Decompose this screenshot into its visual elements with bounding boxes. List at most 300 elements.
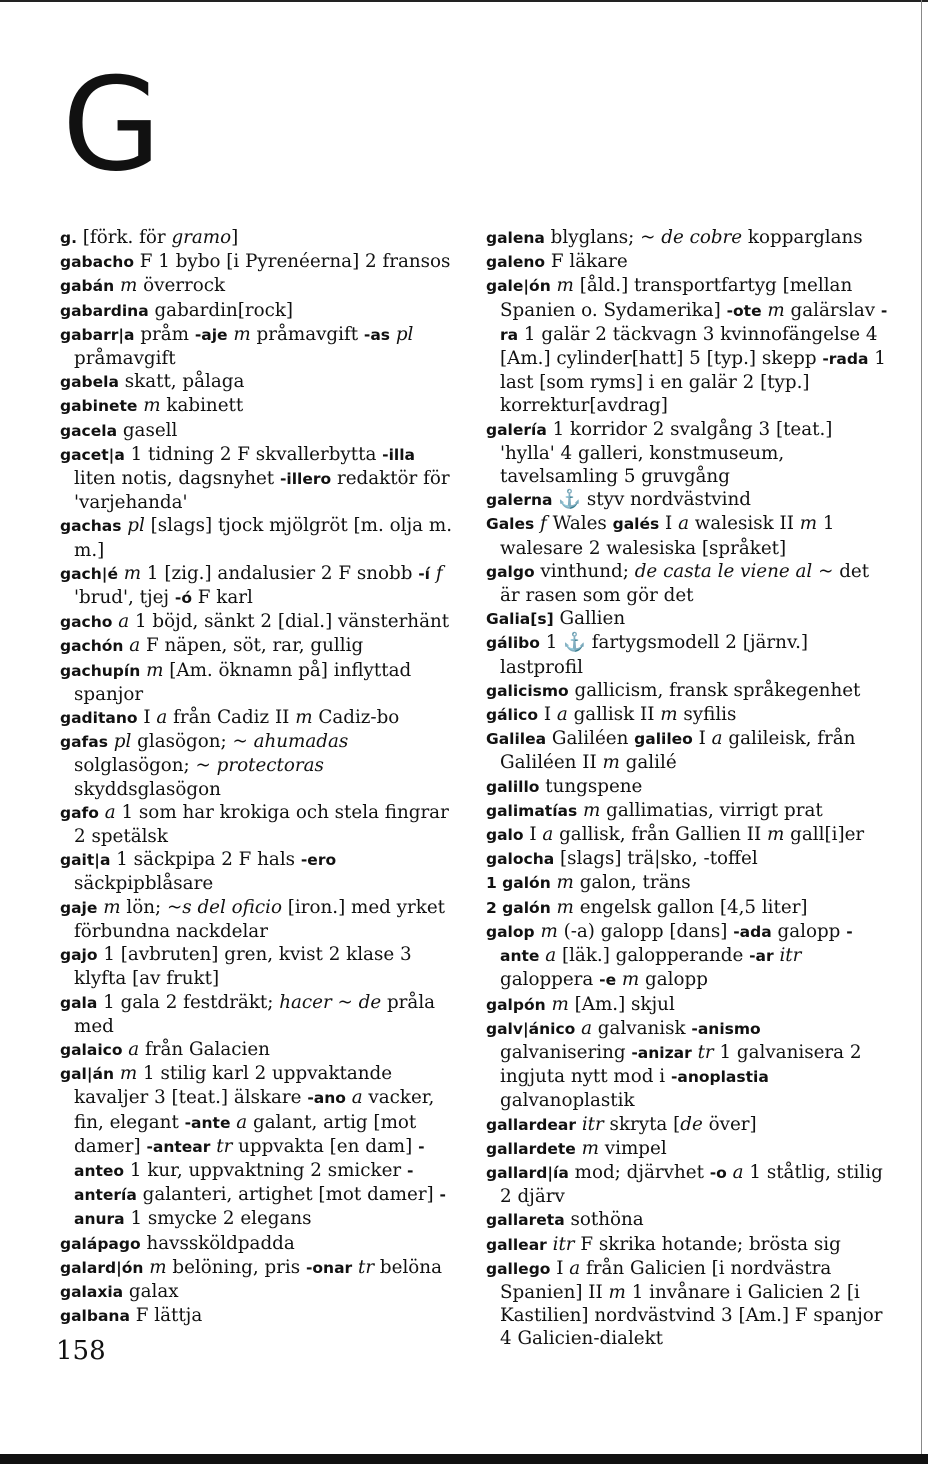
dictionary-entry	[486, 871, 888, 895]
definition-text: 1 som har krokiga och stela fingrar 2 spetälsk	[74, 801, 449, 848]
headword: -ero	[300, 851, 337, 870]
right-border	[921, 0, 922, 1456]
definition-text: pråla med	[74, 991, 436, 1037]
definition-text: galvanisering	[500, 1041, 632, 1063]
definition-text: det är rasen som gör det	[500, 560, 870, 607]
italic-text: itr	[552, 1233, 575, 1255]
definition-text: galilé	[619, 752, 677, 774]
dictionary-entry	[486, 920, 888, 993]
headword: gabela	[60, 373, 119, 392]
definition-text: [slags] trä|sko, -toffel	[554, 848, 758, 870]
definition-text: [förk. för	[76, 227, 172, 248]
definition-text: galvanoplastik	[500, 1090, 635, 1112]
dictionary-entry	[486, 226, 888, 250]
italic-text: a	[156, 707, 168, 729]
definition-text: galanteri, artighet [mot damer]	[136, 1184, 440, 1206]
headword: Galilea	[486, 730, 547, 749]
headword: gal|án	[60, 1065, 115, 1084]
italic-text: m	[551, 993, 569, 1015]
italic-text: m	[621, 969, 640, 991]
dictionary-entry	[486, 847, 888, 871]
italic-text: hacer ~ de	[279, 991, 382, 1013]
italic-text: m	[581, 1137, 599, 1159]
headword: -ante	[184, 1113, 231, 1132]
dictionary-entry	[486, 799, 888, 823]
dictionary-entry	[486, 1113, 888, 1137]
definition-text: gallimatias, virrigt prat	[600, 799, 823, 821]
headword: gaditano	[60, 709, 138, 728]
headword: gabinete	[60, 397, 138, 416]
italic-text: pl	[127, 515, 145, 537]
italic-text: m	[143, 395, 161, 417]
dictionary-entry	[486, 607, 888, 631]
dictionary-entry	[60, 634, 460, 658]
dictionary-entry	[486, 1017, 888, 1113]
dictionary-entry	[60, 706, 460, 730]
definition-text: gallicism, fransk språkegenhet	[568, 679, 861, 701]
headword: g.	[60, 229, 77, 247]
definition-text: belöna	[374, 1256, 442, 1278]
left-column	[60, 226, 460, 1328]
headword: -rada	[822, 350, 869, 369]
definition-text: säckpipblåsare	[74, 873, 214, 895]
headword: galop	[486, 922, 535, 941]
italic-text: m	[146, 659, 164, 681]
headword: -antear	[146, 1137, 211, 1156]
headword: gafas	[60, 733, 108, 752]
dictionary-entry	[60, 299, 460, 323]
headword: gajo	[60, 946, 98, 965]
headword: -ar	[749, 947, 774, 966]
dictionary-entry	[60, 1232, 460, 1256]
headword: galicismo	[486, 681, 569, 700]
definition-text: ⚓ styv nordvästvind	[552, 489, 751, 511]
italic-text: m	[149, 1256, 167, 1278]
italic-text: pl	[113, 731, 132, 753]
definition-text: 1 [avbruten] gren, kvist 2 klase 3 klyfta [av frukt]	[74, 944, 412, 990]
italic-text: ~s del oficio	[166, 896, 282, 918]
headword: galaxia	[60, 1282, 124, 1301]
headword: galés	[612, 515, 660, 534]
italic-text: f	[435, 562, 443, 584]
italic-text: a	[556, 704, 568, 726]
definition-text: liten notis, dagsnyhet	[74, 468, 280, 490]
headword: galileo	[634, 730, 693, 749]
italic-text: tr	[358, 1256, 375, 1278]
dictionary-entry	[60, 1304, 460, 1328]
headword: 1 galón	[486, 874, 551, 893]
definition-text: 1 galär 2 täckvagn 3 kvinnofängelse 4 [Am.] cylinder[hatt] 5 [typ.] skepp	[500, 323, 878, 370]
headword: -anizar	[631, 1043, 692, 1062]
definition-text: 1 invånare i Galicien 2 [i Kastilien] nordvästvind 3 [Am.] F spanjor 4 Galicien-dialekt	[500, 1281, 883, 1350]
definition-text: 1 last [som ryms] i en galär 2 [typ.] korrektur[avdrag]	[500, 348, 886, 417]
dictionary-entry	[486, 679, 888, 703]
italic-text: a	[732, 1161, 744, 1183]
headword: galerna	[486, 491, 553, 510]
headword: -ote	[726, 301, 762, 320]
italic-text: m	[583, 799, 601, 821]
definition-text: galon, träns	[573, 872, 691, 894]
italic-text: m	[295, 707, 313, 729]
italic-text: m	[103, 896, 121, 918]
italic-text: m	[119, 275, 138, 297]
definition-text: galoppera	[500, 969, 600, 991]
italic-text: m	[119, 1063, 138, 1085]
headword: gallard|ía	[486, 1163, 569, 1182]
definition-text: I	[523, 824, 543, 846]
definition-text: galvanisk	[592, 1017, 692, 1039]
dictionary-entry	[60, 226, 460, 250]
dictionary-entry	[60, 896, 460, 943]
definition-text: pråmavgift	[250, 323, 364, 345]
italic-text: m	[608, 1281, 626, 1303]
definition-text: I	[538, 704, 557, 726]
dictionary-entry	[60, 801, 460, 848]
definition-text: 1 kur, uppvaktning 2 smicker	[124, 1159, 407, 1181]
definition-text: blyglans; ~	[544, 227, 662, 248]
definition-text: 1 korridor 2 svalgång 3 [teat.] 'hylla' 4 galleri, konstmuseum, tavelsamling 5 gruvgång	[500, 418, 833, 488]
definition-text: från Galacien	[139, 1038, 270, 1060]
italic-text: de	[680, 1113, 703, 1135]
dictionary-entry	[486, 512, 888, 559]
headword: -ra	[500, 301, 888, 344]
dictionary-entry	[486, 823, 888, 847]
dictionary-entry	[486, 1161, 888, 1208]
dictionary-entry	[486, 1257, 888, 1351]
definition-text: Galiléen	[546, 728, 635, 750]
headword: gala	[60, 993, 98, 1012]
headword: 2 galón	[486, 898, 551, 917]
dictionary-entry	[60, 274, 460, 298]
dictionary-entry	[486, 488, 888, 512]
italic-text: m	[660, 704, 678, 726]
definition-text: 1 gala 2 festdräkt;	[97, 991, 280, 1013]
headword: gálibo	[486, 634, 540, 653]
definition-text: över]	[702, 1113, 757, 1135]
definition-text: havssköldpadda	[140, 1232, 295, 1254]
italic-text: a	[542, 824, 554, 846]
top-border	[0, 0, 928, 2]
headword: gale|ón	[486, 277, 551, 296]
definition-text: uppvakta [en dam]	[232, 1135, 419, 1157]
headword: gacho	[60, 613, 113, 632]
definition-text: kopparglans	[742, 227, 863, 248]
definition-text: lön;	[120, 896, 167, 918]
dictionary-entry	[60, 394, 460, 418]
headword: Gales	[486, 515, 535, 534]
headword: -anteo	[74, 1137, 425, 1180]
headword: galard|ón	[60, 1258, 144, 1277]
definition-text: 1 ståtlig, stilig 2 djärv	[500, 1161, 883, 1208]
definition-text: galärslav	[784, 299, 881, 321]
dictionary-entry	[486, 418, 888, 489]
headword: gallego	[486, 1259, 551, 1278]
dictionary-entry	[60, 419, 460, 443]
dictionary-entry	[60, 1256, 460, 1280]
definition-text: glasögon; ~	[131, 731, 254, 753]
headword: galgo	[486, 562, 535, 581]
headword: gachón	[60, 637, 124, 656]
definition-text: 1 böjd, sänkt 2 [dial.] vänsterhänt	[129, 611, 450, 633]
bottom-border	[0, 1454, 928, 1464]
italic-text: m	[556, 896, 574, 918]
definition-text: galopp	[771, 920, 847, 942]
definition-text: walesisk II	[688, 513, 800, 535]
dictionary-entry	[486, 274, 888, 417]
italic-text: a	[104, 801, 116, 823]
dictionary-entry	[486, 1233, 888, 1257]
headword: galillo	[486, 777, 540, 796]
definition-text: gabardin[rock]	[148, 299, 294, 321]
definition-text: 'brud', tjej	[74, 587, 175, 609]
definition-text: Gallien	[553, 608, 626, 630]
dictionary-entry	[486, 896, 888, 920]
italic-text: m	[767, 824, 785, 846]
definition-text: galant, artig [mot damer]	[74, 1111, 417, 1157]
definition-text: galopp	[639, 969, 708, 991]
dictionary-entry	[486, 775, 888, 799]
definition-text: ]	[231, 227, 239, 248]
dictionary-entry	[60, 370, 460, 394]
italic-text: m	[799, 513, 818, 535]
dictionary-entry	[60, 659, 460, 706]
headword: galbana	[60, 1307, 130, 1326]
definition-text: gallisk II	[567, 704, 661, 726]
definition-text: I	[659, 513, 679, 535]
definition-text: vacker, fin, elegant	[74, 1087, 435, 1133]
dictionary-entry	[486, 703, 888, 727]
italic-text: a	[129, 635, 141, 657]
definition-text: gall[i]er	[784, 824, 865, 846]
definition-text: F 1 bybo [i Pyrenéerna] 2 fransos	[133, 251, 451, 273]
definition-text: skatt, pålaga	[118, 371, 245, 393]
definition-text: överrock	[137, 275, 226, 297]
headword: gabán	[60, 277, 115, 296]
headword: -aje	[194, 325, 228, 344]
italic-text: m	[767, 299, 785, 321]
headword: -antería	[74, 1161, 414, 1205]
definition-text: 1 walesare 2 walesiska [språket]	[500, 513, 835, 559]
headword: gafo	[60, 803, 99, 822]
definition-text: skyddsglasögon	[74, 778, 221, 800]
definition-text: F karl	[192, 587, 253, 609]
headword: gaje	[60, 898, 98, 917]
headword: galimatías	[486, 801, 578, 820]
definition-text: [läk.] galopperande	[556, 945, 750, 967]
headword: galo	[486, 826, 524, 845]
definition-text: F lättja	[129, 1305, 203, 1327]
dictionary-entry	[60, 943, 460, 990]
headword: -ante	[500, 922, 853, 966]
dictionary-entry	[60, 848, 460, 895]
section-letter: G	[62, 51, 162, 200]
headword: -onar	[305, 1258, 353, 1277]
dictionary-entry	[60, 323, 460, 370]
definition-text: F skrika hotande; brösta sig	[574, 1233, 841, 1255]
definition-text: vinthund;	[534, 560, 635, 582]
italic-text: itr	[581, 1113, 604, 1135]
italic-text: de cobre	[661, 227, 743, 248]
headword: -e	[599, 971, 617, 990]
dictionary-entry	[486, 631, 888, 678]
headword: galaico	[60, 1040, 123, 1059]
dictionary-entry	[60, 250, 460, 274]
headword: gachupín	[60, 661, 141, 680]
definition-text: [Am. öknamn på] inflyttad spanjor	[74, 659, 412, 705]
dictionary-entry	[60, 610, 460, 634]
dictionary-entry	[486, 560, 888, 607]
definition-text: Wales	[546, 513, 613, 535]
definition-text: från Galicien [i nordvästra Spanien] II	[500, 1257, 832, 1303]
headword: -ó	[174, 589, 192, 608]
headword: gacela	[60, 421, 118, 440]
definition-text: 1 stilig karl 2 uppvaktande kavaljer 3 [teat.] älskare	[74, 1063, 393, 1109]
definition-text: pråm	[134, 323, 195, 345]
headword: galena	[486, 229, 545, 247]
definition-text: solglasögon; ~	[74, 755, 217, 777]
headword: galocha	[486, 850, 555, 869]
headword: gabarr|a	[60, 325, 135, 344]
italic-text: a	[118, 611, 130, 633]
headword: -ano	[307, 1089, 346, 1108]
italic-text: m	[233, 323, 251, 345]
definition-text: [slags] tjock mjölgröt [m. olja m. m.]	[74, 515, 453, 561]
dictionary-entry	[60, 730, 460, 801]
italic-text: a	[545, 945, 557, 967]
page-number: 158	[56, 1336, 106, 1366]
dictionary-entry	[60, 514, 460, 561]
headword: gait|a	[60, 851, 111, 870]
definition-text: från Cadiz II	[167, 707, 296, 729]
headword: gacet|a	[60, 445, 125, 464]
headword: -anura	[74, 1186, 446, 1229]
dictionary-entry	[60, 562, 460, 610]
definition-text: skryta [	[603, 1113, 681, 1135]
headword: gallear	[486, 1235, 547, 1254]
definition-text: 1 galvanisera 2 ingjuta nytt mod i	[500, 1041, 862, 1088]
dictionary-entry	[486, 1137, 888, 1161]
italic-text: a	[236, 1111, 248, 1133]
headword: galpón	[486, 995, 546, 1014]
headword: -as	[363, 325, 391, 344]
italic-text: a	[678, 513, 689, 535]
definition-text: pråmavgift	[74, 348, 176, 370]
definition-text: mod; djärvhet	[568, 1161, 710, 1183]
definition-text: [åld.] transportfartyg [mellan Spanien o. Sydamerika]	[500, 275, 853, 321]
italic-text: pl	[395, 323, 414, 345]
definition-text: Cadiz-bo	[312, 707, 400, 729]
dictionary-entry	[60, 1280, 460, 1304]
definition-text: tungspene	[539, 775, 643, 797]
definition-text: galax	[123, 1280, 179, 1302]
headword: -anoplastia	[670, 1068, 769, 1087]
definition-text: redaktör för 'varjehanda'	[74, 468, 450, 514]
headword: -ada	[733, 922, 772, 941]
dictionary-entry	[60, 1038, 460, 1062]
definition-text: vimpel	[598, 1137, 667, 1159]
italic-text: a	[351, 1087, 363, 1109]
definition-text: sothöna	[564, 1209, 644, 1231]
definition-text: I	[692, 728, 712, 750]
headword: galv|ánico	[486, 1019, 576, 1038]
definition-text: [Am.] skjul	[568, 993, 675, 1015]
definition-text: I	[137, 707, 157, 729]
headword: gach|é	[60, 564, 118, 583]
dictionary-entry	[486, 1208, 888, 1232]
headword: -illa	[382, 445, 416, 464]
italic-text: m	[556, 872, 574, 894]
headword: gálico	[486, 706, 539, 725]
definition-text: galileisk, från Galiléen II	[500, 728, 856, 774]
italic-text: f	[540, 513, 547, 535]
headword: -o	[709, 1163, 727, 1182]
definition-text: 1 tidning 2 F skvallerbytta	[124, 443, 383, 465]
definition-text: belöning, pris	[166, 1256, 306, 1278]
headword: gabardina	[60, 301, 149, 320]
italic-text: gramo	[171, 227, 232, 248]
headword: galeno	[486, 253, 546, 272]
italic-text: m	[602, 752, 620, 774]
definition-text: gallisk, från Gallien II	[553, 824, 768, 846]
italic-text: protectoras	[216, 755, 324, 777]
headword: -illero	[279, 470, 332, 489]
definition-text: syfilis	[677, 704, 737, 726]
italic-text: m	[556, 275, 574, 297]
definition-text: gasell	[117, 419, 178, 441]
headword: -í	[418, 564, 430, 583]
italic-text: itr	[779, 945, 802, 967]
definition-text: 1 [zig.] andalusier 2 F snobb	[141, 562, 419, 584]
italic-text: m	[123, 562, 142, 584]
right-column	[486, 226, 888, 1351]
definition-text: I	[550, 1257, 570, 1279]
headword: gachas	[60, 517, 122, 536]
dictionary-entry	[60, 1062, 460, 1231]
headword: -anismo	[691, 1019, 761, 1038]
definition-text: F näpen, söt, rar, gullig	[140, 635, 364, 657]
headword: gallareta	[486, 1211, 565, 1230]
definition-text: 1 ⚓ fartygsmodell 2 [järnv.] lastprofil	[500, 632, 809, 678]
headword: gabacho	[60, 253, 134, 272]
headword: galería	[486, 420, 547, 439]
dictionary-entry	[60, 443, 460, 515]
italic-text: ahumadas	[253, 731, 349, 753]
italic-text: tr	[216, 1135, 233, 1157]
definition-text: engelsk gallon [4,5 liter]	[573, 896, 808, 918]
italic-text: a	[711, 728, 723, 750]
definition-text: kabinett	[160, 395, 244, 417]
dictionary-entry	[486, 727, 888, 774]
definition-text: (-a) galopp [dans]	[557, 920, 734, 942]
italic-text: a	[569, 1257, 581, 1279]
italic-text: a	[128, 1038, 140, 1060]
headword: gallardear	[486, 1115, 576, 1134]
headword: galápago	[60, 1234, 141, 1253]
definition-text: F läkare	[545, 251, 628, 273]
italic-text: de casta le viene al ~	[634, 560, 834, 582]
definition-text: 1 smycke 2 elegans	[124, 1208, 312, 1230]
italic-text: a	[581, 1017, 592, 1039]
dictionary-entry	[486, 993, 888, 1017]
headword: Galia[s]	[486, 610, 554, 629]
headword: gallardete	[486, 1139, 576, 1158]
italic-text: m	[540, 920, 558, 942]
definition-text: 1 säckpipa 2 F hals	[110, 849, 301, 871]
dictionary-entry	[60, 991, 460, 1038]
definition-text: [iron.] med yrket förbundna nackdelar	[74, 896, 445, 942]
dictionary-entry	[486, 250, 888, 274]
italic-text: tr	[697, 1041, 714, 1063]
